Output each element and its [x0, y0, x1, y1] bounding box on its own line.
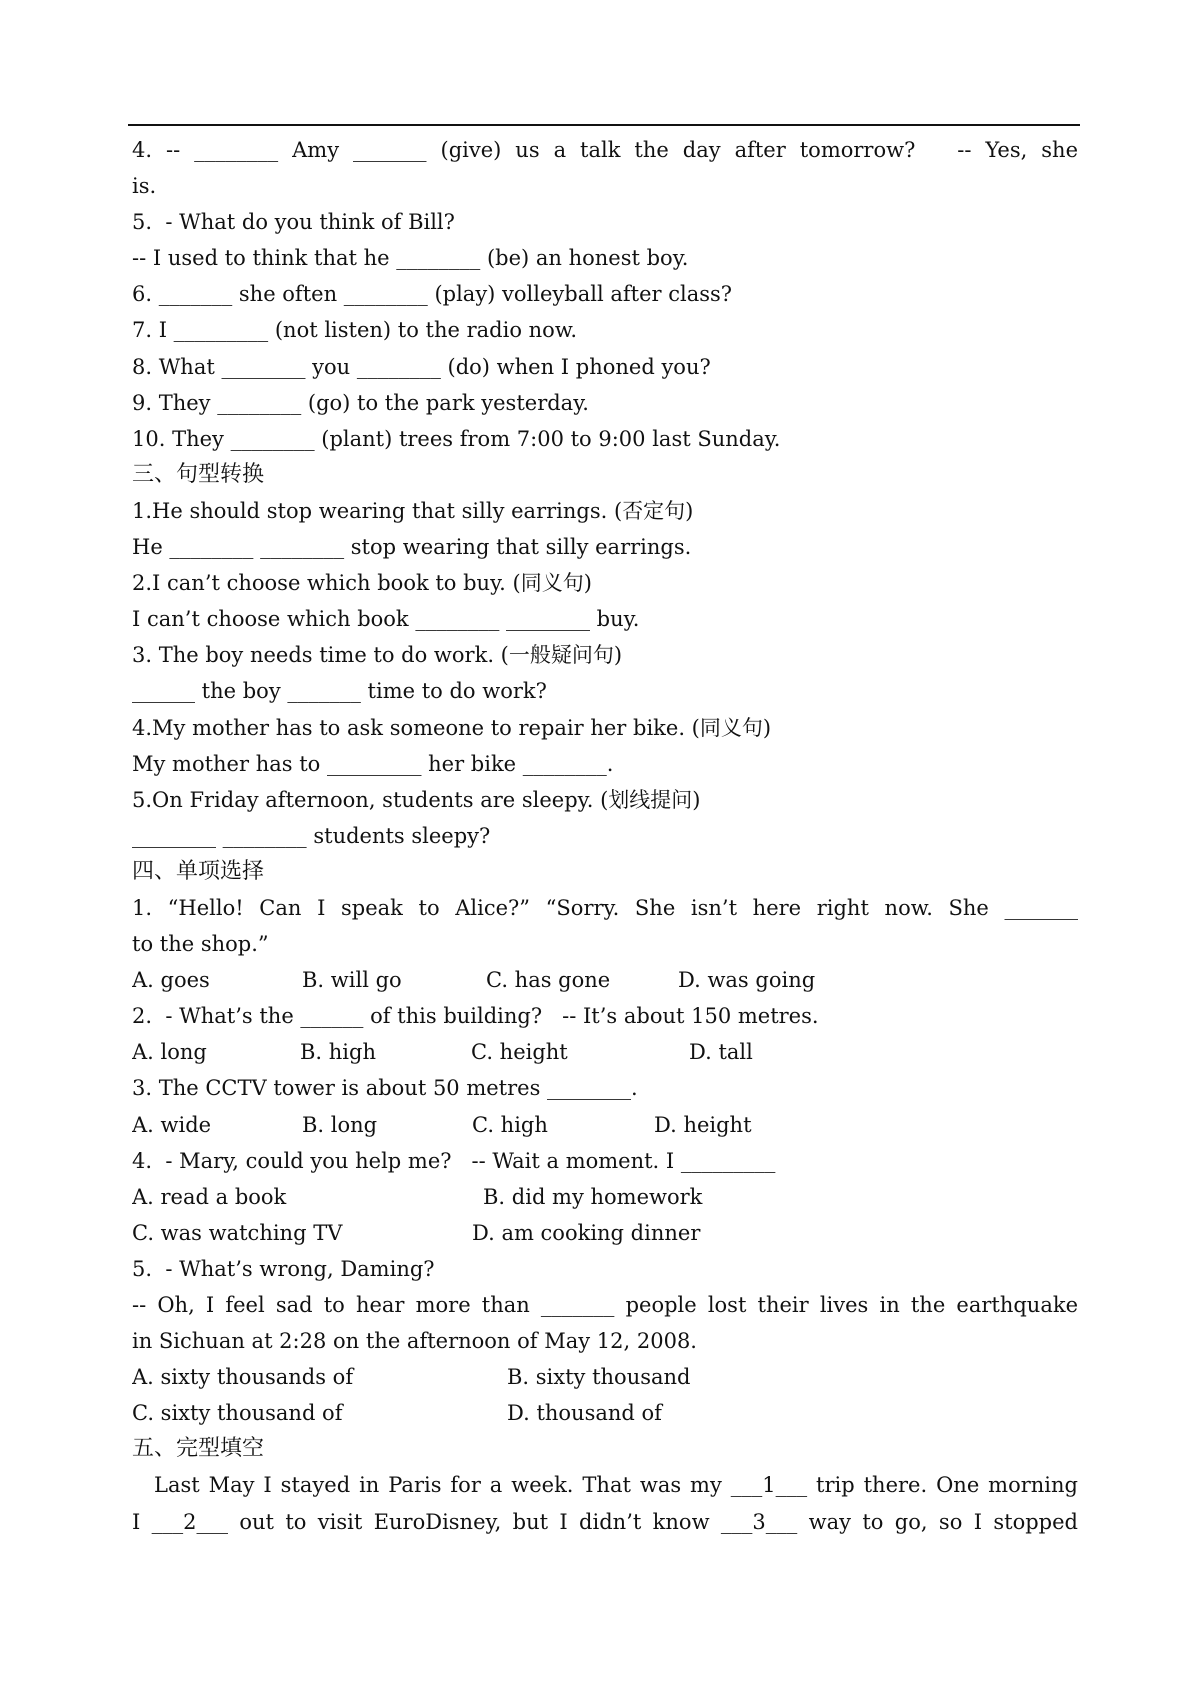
worksheet-content	[132, 132, 1078, 1540]
answer-options-row	[132, 1359, 1078, 1395]
worksheet-line: in Sichuan at 2:28 on the afternoon of May 12, 2008.	[132, 1329, 697, 1354]
answer-option: C. high	[472, 1112, 548, 1137]
answer-options-row	[132, 1215, 1078, 1251]
answer-option: B. sixty thousand	[507, 1365, 691, 1390]
answer-option: D. height	[654, 1112, 752, 1137]
worksheet-line: ________ ________ students sleepy?	[132, 823, 491, 848]
answer-option: B. long	[302, 1112, 378, 1137]
worksheet-line: 3. The CCTV tower is about 50 metres ________.	[132, 1076, 638, 1101]
worksheet-line: 7. I _________ (not listen) to the radio now.	[132, 318, 577, 343]
worksheet-line: He ________ ________ stop wearing that silly earrings.	[132, 535, 692, 560]
answer-option: B. will go	[302, 968, 402, 993]
header-rule	[128, 124, 1080, 126]
answer-options-row	[132, 962, 1078, 998]
answer-option: C. was watching TV	[132, 1220, 343, 1245]
answer-options-row	[132, 1034, 1078, 1070]
answer-options-row	[132, 1395, 1078, 1431]
answer-options-row	[132, 1107, 1078, 1143]
worksheet-line: My mother has to _________ her bike ________.	[132, 751, 614, 776]
worksheet-line: 2.I can’t choose which book to buy. (同义句)	[132, 571, 592, 596]
worksheet-line: Last May I stayed in Paris for a week. That was my ___1___ trip there. One morning	[154, 1473, 1078, 1498]
worksheet-line: -- Oh, I feel sad to hear more than _______ people lost their lives in the earthquake	[132, 1293, 1078, 1317]
worksheet-line: 6. _______ she often ________ (play) volleyball after class?	[132, 282, 733, 307]
answer-option: C. height	[471, 1040, 568, 1065]
worksheet-line: 5. - What’s wrong, Daming?	[132, 1256, 435, 1281]
worksheet-line: 3. The boy needs time to do work. (一般疑问句)	[132, 643, 623, 668]
worksheet-line: 5.On Friday afternoon, students are sleepy. (划线提问)	[132, 787, 701, 812]
section-heading: 五、完型填空	[132, 1436, 265, 1462]
answer-option: B. did my homework	[483, 1184, 703, 1209]
worksheet-line: ______ the boy _______ time to do work?	[132, 679, 547, 704]
worksheet-line: -- I used to think that he ________ (be) an honest boy.	[132, 246, 689, 271]
worksheet-line: 1.He should stop wearing that silly earrings. (否定句)	[132, 498, 694, 523]
worksheet-line: 5. - What do you think of Bill?	[132, 210, 455, 235]
worksheet-line: 10. They ________ (plant) trees from 7:00 to 9:00 last Sunday.	[132, 426, 781, 451]
worksheet-line: 4.My mother has to ask someone to repair her bike. (同义句)	[132, 715, 772, 740]
worksheet-line: is.	[132, 174, 157, 199]
worksheet-line: to the shop.”	[132, 932, 269, 957]
answer-option: D. am cooking dinner	[472, 1220, 701, 1245]
answer-option: D. was going	[678, 968, 816, 993]
answer-option: A. sixty thousands of	[132, 1365, 354, 1390]
answer-options-row	[132, 1179, 1078, 1215]
answer-option: D. thousand of	[507, 1401, 662, 1426]
worksheet-line: I can’t choose which book ________ ________ buy.	[132, 607, 640, 632]
section-heading: 四、单项选择	[132, 858, 265, 884]
answer-option: A. goes	[132, 968, 210, 993]
answer-option: A. long	[132, 1040, 207, 1065]
worksheet-line: 1. “Hello! Can I speak to Alice?” “Sorry. She isn’t here right now. She _______	[132, 895, 1078, 920]
worksheet-line: 4. -- ________ Amy _______ (give) us a talk the day after tomorrow? -- Yes, she	[132, 138, 1078, 162]
answer-option: D. tall	[689, 1040, 753, 1065]
answer-option: C. has gone	[486, 968, 611, 993]
answer-option: C. sixty thousand of	[132, 1401, 343, 1426]
answer-option: B. high	[300, 1040, 376, 1065]
worksheet-line: 8. What ________ you ________ (do) when I phoned you?	[132, 354, 711, 379]
worksheet-line: 4. - Mary, could you help me? -- Wait a moment. I _________	[132, 1148, 776, 1173]
answer-option: A. read a book	[132, 1184, 287, 1209]
worksheet-line: 9. They ________ (go) to the park yesterday.	[132, 390, 589, 415]
section-heading: 三、句型转换	[132, 461, 265, 487]
worksheet-line: 2. - What’s the ______ of this building? -- It’s about 150 metres.	[132, 1004, 819, 1029]
worksheet-line: I ___2___ out to visit EuroDisney, but I didn’t know ___3___ way to go, so I stopped	[132, 1509, 1078, 1534]
answer-option: A. wide	[132, 1112, 212, 1137]
